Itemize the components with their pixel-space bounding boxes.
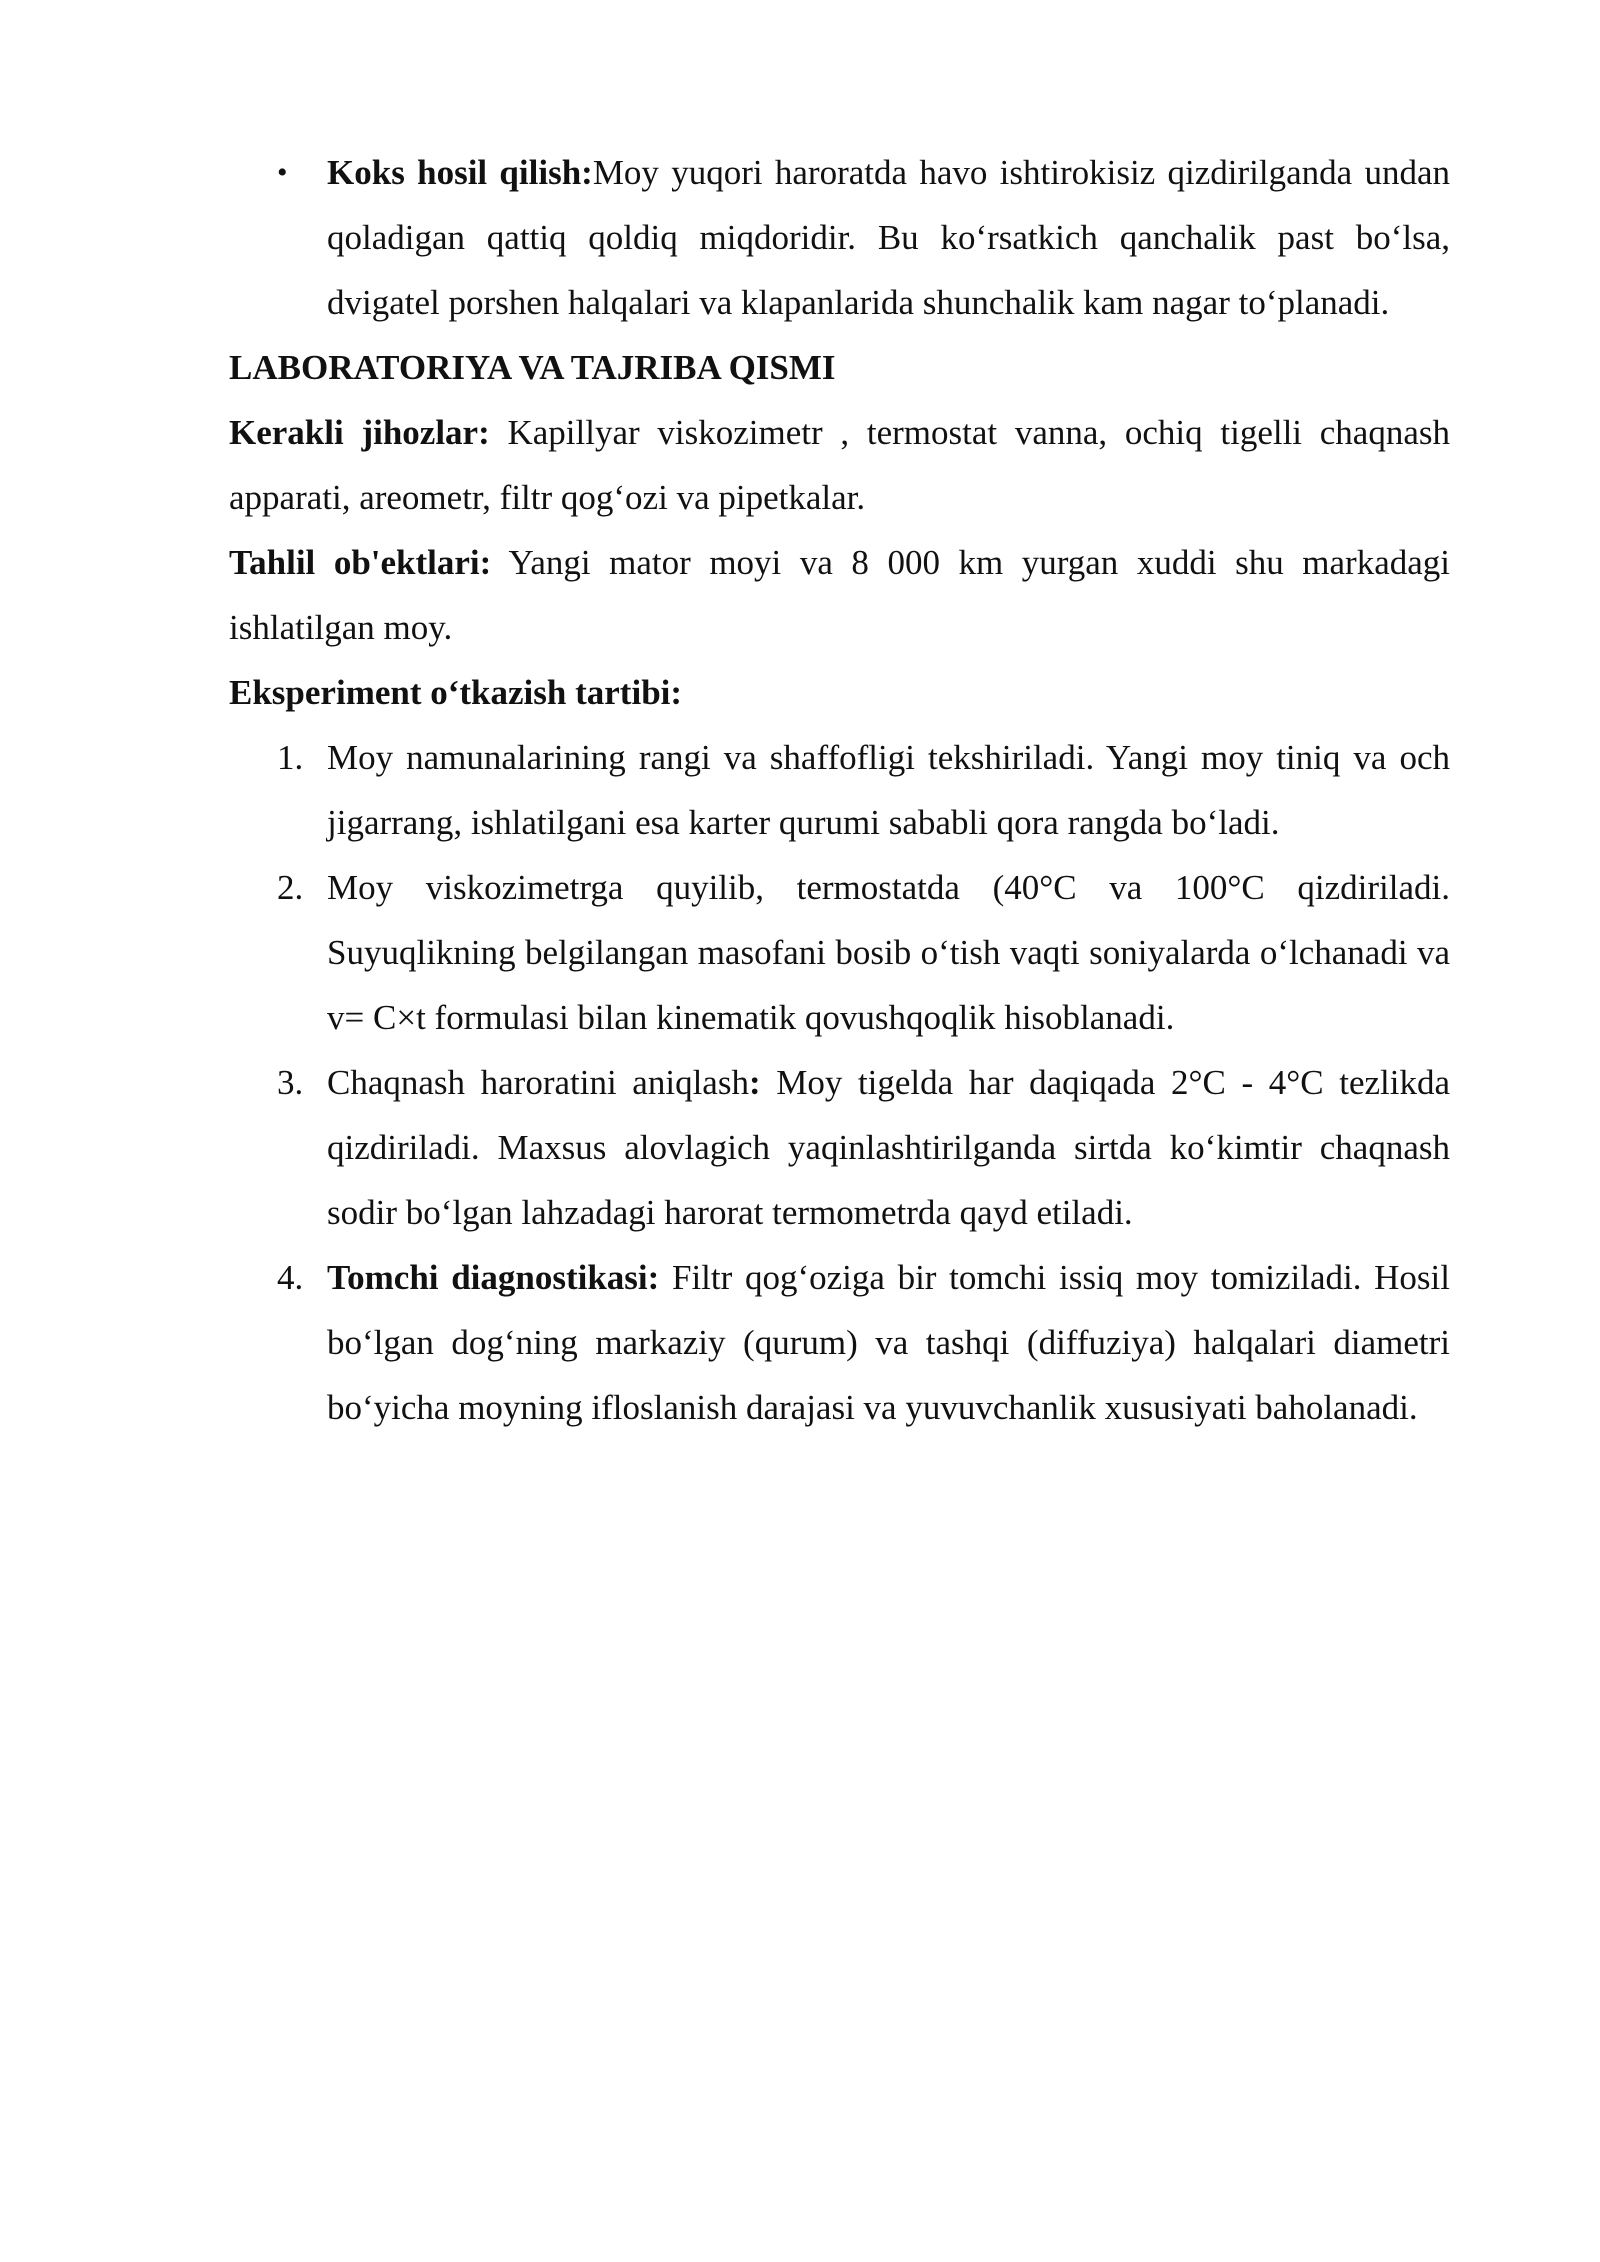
bullet-text: Moy yuqori haroratda havo ishtirokisiz qizdirilganda undan qoladigan qattiq qoldiq miqdoridir. Bu ko‘rsatkich qanchalik past bo‘lsa, dvigatel porshen halqalari va klapanlarida shunchalik kam nagar to‘planadi.: [327, 153, 1450, 322]
bullet-dot-icon: •: [277, 156, 288, 189]
list-item: [229, 855, 1450, 1050]
objects-text: Yangi mator moyi va 8 000 km yurgan xuddi shu markadagi ishlatilgan moy.: [229, 543, 1451, 647]
step-text: Filtr qog‘oziga bir tomchi issiq moy tomiziladi. Hosil bo‘lgan dog‘ning markaziy (qurum) va tashqi (diffuziya) halqalari diametri bo‘yicha moyning ifloslanish darajasi va yuvuvchanlik xususiyati baholanadi.: [327, 1258, 1450, 1427]
step-number: 1.: [277, 738, 304, 777]
step-number: 4.: [277, 1258, 304, 1297]
equipment-text: Kapillyar viskozimetr , termostat vanna, ochiq tigelli chaqnash apparati, areometr, filtr qog‘ozi va pipetkalar.: [229, 413, 1450, 517]
step-lead: Chaqnash haroratini aniqlash: [327, 1063, 749, 1102]
section-title: LABORATORIYA VA TAJRIBA QISMI: [229, 348, 836, 387]
step-number: 3.: [277, 1063, 304, 1102]
list-item: [229, 1050, 1450, 1245]
list-item: [229, 1245, 1450, 1440]
equipment-label: Kerakli jihozlar:: [229, 413, 490, 452]
bullet-item-koks: [229, 140, 1450, 335]
procedure-steps-list: [229, 725, 1450, 1440]
step-term: Tomchi diagnostikasi:: [327, 1258, 660, 1297]
step-colon: :: [748, 1063, 761, 1102]
equipment-paragraph: [229, 400, 1450, 530]
bullet-term: Koks hosil qilish:: [327, 153, 593, 192]
step-text: Moy tigelda har daqiqada 2°C - 4°C tezlikda qizdiriladi. Maxsus alovlagich yaqinlashtirilganda sirtda ko‘kimtir chaqnash sodir bo‘lgan lahzadagi harorat termometrda qayd etiladi.: [327, 1063, 1450, 1232]
objects-label: Tahlil ob'ektlari:: [229, 543, 492, 582]
list-item: [229, 725, 1450, 855]
step-number: 2.: [277, 868, 304, 907]
procedure-title: Eksperiment o‘tkazish tartibi:: [229, 673, 683, 712]
objects-paragraph: [229, 530, 1450, 660]
step-text: Moy namunalarining rangi va shaffofligi tekshiriladi. Yangi moy tiniq va och jigarrang, ishlatilgani esa karter qurumi sababli qora rangda bo‘ladi.: [327, 738, 1450, 842]
step-text: Moy viskozimetrga quyilib, termostatda (40°C va 100°C qizdiriladi. Suyuqlikning belgilangan masofani bosib o‘tish vaqti soniyalarda o‘lchanadi va v= C×t formulasi bilan kinematik qovushqoqlik hisoblanadi.: [327, 868, 1450, 1037]
